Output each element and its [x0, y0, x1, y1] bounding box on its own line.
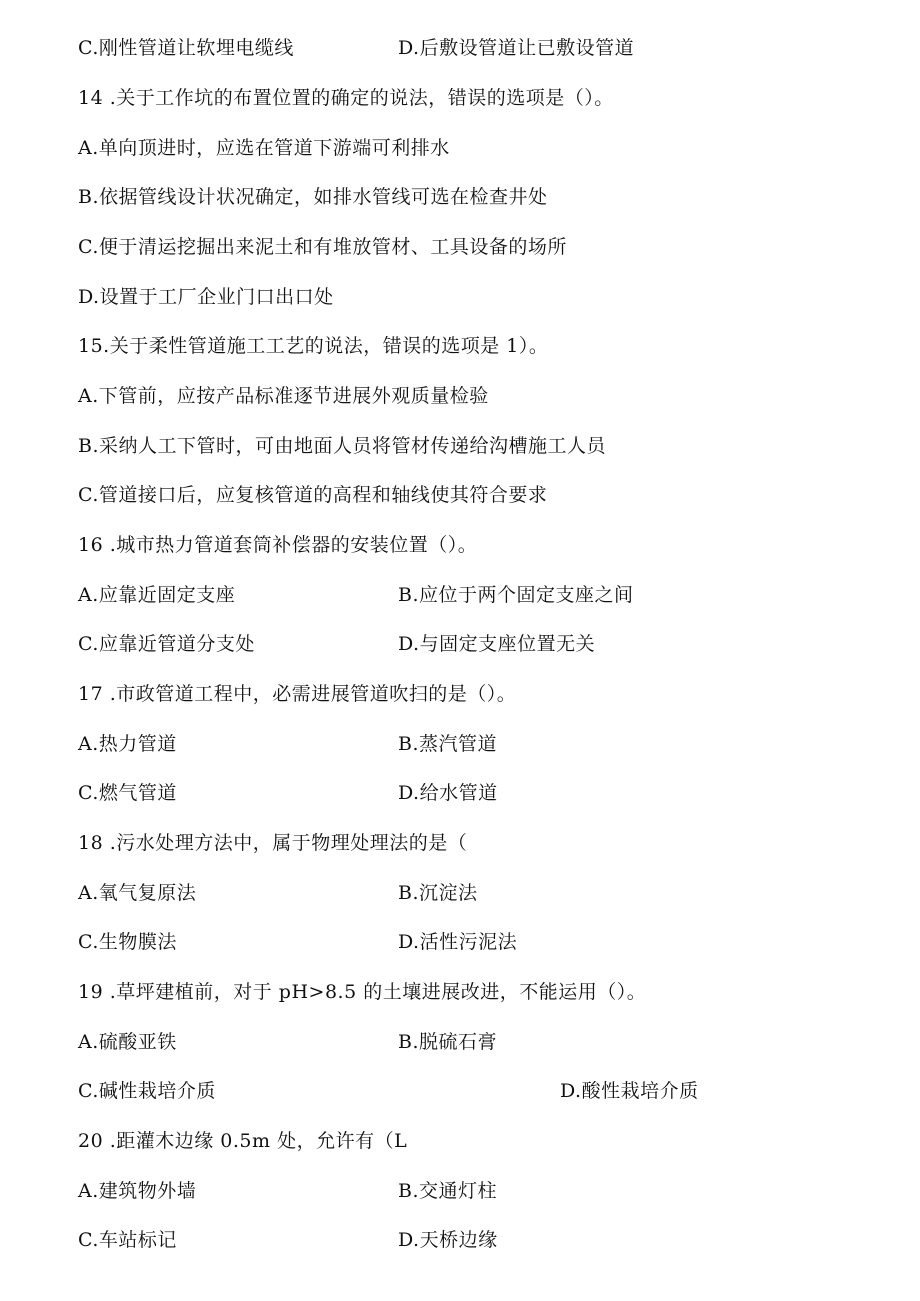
q18-option-c: C.生物膜法: [78, 931, 177, 953]
q20-option-c: C.车站标记: [78, 1229, 177, 1251]
q16-option-d: D.与固定支座位置无关: [398, 633, 596, 655]
q17-option-b: B.蒸汽管道: [398, 733, 498, 755]
q15-option-a: A.下管前，应按产品标准逐节进展外观质量检验: [78, 385, 489, 407]
q18-stem: 18 .污水处理方法中，属于物理处理法的是（: [78, 832, 468, 854]
q20-stem: 20 .距灌木边缘 0.5m 处，允许有（L: [78, 1130, 408, 1152]
q14-option-a: A.单向顶进时，应选在管道下游端可利排水: [78, 137, 450, 159]
q18-option-a: A.氧气复原法: [78, 882, 197, 904]
q17-stem: 17 .市政管道工程中，必需进展管道吹扫的是（）。: [78, 683, 517, 705]
q17-option-d: D.给水管道: [398, 782, 498, 804]
q19-stem: 19 .草坪建植前，对于 pH>8.5 的土壤进展改进，不能运用（）。: [78, 981, 647, 1003]
q20-option-a: A.建筑物外墙: [78, 1180, 197, 1202]
q15-option-b: B.采纳人工下管时，可由地面人员将管材传递给沟槽施工人员: [78, 435, 607, 457]
q16-option-c: C.应靠近管道分支处: [78, 633, 255, 655]
q13-option-d: D.后敷设管道让已敷设管道: [398, 37, 635, 59]
q19-option-d: D.酸性栽培介质: [560, 1080, 699, 1102]
q13-option-c: C.刚性管道让软埋电缆线: [78, 37, 294, 59]
q19-option-a: A.硫酸亚铁: [78, 1031, 177, 1053]
q18-option-b: B.沉淀法: [398, 882, 478, 904]
q16-stem: 16 .城市热力管道套筒补偿器的安装位置（）。: [78, 534, 478, 556]
q19-option-b: B.脱硫石膏: [398, 1031, 498, 1053]
q15-stem: 15.关于柔性管道施工工艺的说法，错误的选项是 1）。: [78, 335, 549, 357]
q20-option-b: B.交通灯柱: [398, 1180, 498, 1202]
q14-stem: 14 .关于工作坑的布置位置的确定的说法，错误的选项是（）。: [78, 87, 614, 109]
q14-option-d: D.设置于工厂企业门口出口处: [78, 286, 334, 308]
q17-option-a: A.热力管道: [78, 733, 177, 755]
q15-option-c: C.管道接口后，应复核管道的高程和轴线使其符合要求: [78, 484, 548, 506]
q14-option-c: C.便于清运挖掘出来泥土和有堆放管材、工具设备的场所: [78, 236, 567, 258]
q14-option-b: B.依据管线设计状况确定，如排水管线可选在检查井处: [78, 186, 548, 208]
q16-option-a: A.应靠近固定支座: [78, 584, 236, 606]
q19-option-c: C.碱性栽培介质: [78, 1080, 216, 1102]
q16-option-b: B.应位于两个固定支座之间: [398, 584, 634, 606]
q20-option-d: D.天桥边缘: [398, 1229, 498, 1251]
q18-option-d: D.活性污泥法: [398, 931, 518, 953]
q17-option-c: C.燃气管道: [78, 782, 177, 804]
